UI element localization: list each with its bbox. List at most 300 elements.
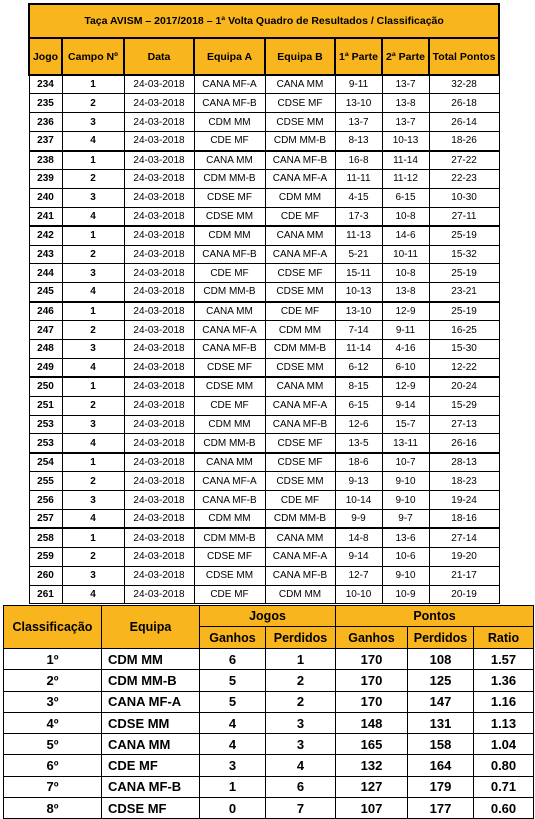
equipa-b-cell: CDSE MF [265,94,335,113]
data-cell: 24-03-2018 [124,226,194,245]
jogo-cell: 260 [29,566,62,585]
equipa-cell: CANA MF-B [102,776,200,797]
equipa-a-cell: CANA MM [194,453,265,472]
data-cell: 24-03-2018 [124,509,194,528]
equipa-b-cell: CDE MF [265,207,335,226]
parte2-cell: 10-6 [382,547,429,566]
jogo-cell: 235 [29,94,62,113]
header-ratio: Ratio [474,627,534,649]
results-row [29,415,499,434]
equipa-b-cell: CDSE MF [265,434,335,453]
position-cell: 8º [4,798,102,819]
total-pontos-cell: 26-16 [429,434,499,453]
jogo-cell: 238 [29,151,62,170]
results-row [29,264,499,283]
classification-row [4,649,534,670]
jogos-perdidos-cell: 3 [266,734,336,755]
data-cell: 24-03-2018 [124,283,194,302]
total-pontos-cell: 18-23 [429,472,499,491]
results-row [29,472,499,491]
jogos-ganhos-cell: 0 [200,798,266,819]
header-equipa: Equipa [102,606,200,649]
data-cell: 24-03-2018 [124,453,194,472]
equipa-a-cell: CANA MM [194,151,265,170]
campo-cell: 2 [62,94,124,113]
equipa-a-cell: CDM MM [194,226,265,245]
equipa-b-cell: CANA MF-B [265,151,335,170]
jogo-cell: 261 [29,585,62,604]
results-row [29,339,499,358]
total-pontos-cell: 19-20 [429,547,499,566]
total-pontos-cell: 18-26 [429,132,499,151]
parte1-cell: 6-15 [335,396,382,415]
header-pontos: Pontos [336,606,534,627]
parte2-cell: 10-9 [382,585,429,604]
equipa-b-cell: CDE MF [265,491,335,510]
jogos-perdidos-cell: 7 [266,798,336,819]
header-jogos-ganhos: Ganhos [200,627,266,649]
jogo-cell: 255 [29,472,62,491]
equipa-b-cell: CANA MM [265,75,335,94]
jogo-cell: 243 [29,245,62,264]
equipa-cell: CANA MF-A [102,691,200,712]
results-row [29,113,499,132]
parte1-cell: 9-13 [335,472,382,491]
classification-row [4,712,534,733]
equipa-b-cell: CANA MM [265,226,335,245]
results-row [29,377,499,396]
results-row [29,75,499,94]
pontos-ganhos-cell: 127 [336,776,408,797]
pontos-ganhos-cell: 148 [336,712,408,733]
parte1-cell: 5-21 [335,245,382,264]
campo-cell: 4 [62,585,124,604]
equipa-cell: CDE MF [102,755,200,776]
results-row [29,94,499,113]
equipa-b-cell: CDSE MM [265,113,335,132]
parte2-cell: 9-10 [382,491,429,510]
parte1-cell: 14-8 [335,528,382,547]
classification-body [4,649,534,819]
parte1-cell: 10-10 [335,585,382,604]
jogo-cell: 248 [29,339,62,358]
equipa-a-cell: CDE MF [194,585,265,604]
results-body [29,75,499,604]
classification-row [4,776,534,797]
parte2-cell: 13-6 [382,528,429,547]
parte1-cell: 13-10 [335,94,382,113]
parte2-cell: 10-11 [382,245,429,264]
parte1-cell: 6-12 [335,358,382,377]
results-row [29,434,499,453]
pontos-ganhos-cell: 165 [336,734,408,755]
equipa-b-cell: CDM MM [265,188,335,207]
jogos-ganhos-cell: 6 [200,649,266,670]
jogos-ganhos-cell: 5 [200,691,266,712]
campo-cell: 4 [62,132,124,151]
ratio-cell: 1.16 [474,691,534,712]
pontos-perdidos-cell: 108 [408,649,474,670]
equipa-a-cell: CDM MM [194,113,265,132]
parte2-cell: 10-8 [382,207,429,226]
total-pontos-cell: 19-24 [429,491,499,510]
parte1-cell: 11-11 [335,169,382,188]
data-cell: 24-03-2018 [124,339,194,358]
jogo-cell: 234 [29,75,62,94]
classification-table [3,605,534,819]
jogo-cell: 236 [29,113,62,132]
total-pontos-cell: 32-28 [429,75,499,94]
equipa-a-cell: CANA MF-B [194,339,265,358]
equipa-b-cell: CANA MF-B [265,566,335,585]
data-cell: 24-03-2018 [124,75,194,94]
results-row [29,188,499,207]
header-2a-parte: 2ª Parte [382,38,429,75]
classification-row [4,798,534,819]
data-cell: 24-03-2018 [124,245,194,264]
position-cell: 7º [4,776,102,797]
jogos-ganhos-cell: 4 [200,712,266,733]
results-row [29,132,499,151]
equipa-b-cell: CANA MF-B [265,415,335,434]
results-row [29,585,499,604]
equipa-b-cell: CDM MM-B [265,132,335,151]
campo-cell: 4 [62,207,124,226]
jogo-cell: 253 [29,434,62,453]
equipa-b-cell: CDSE MF [265,264,335,283]
parte2-cell: 15-7 [382,415,429,434]
header-pontos-perdidos: Perdidos [408,627,474,649]
jogos-ganhos-cell: 4 [200,734,266,755]
campo-cell: 1 [62,377,124,396]
parte1-cell: 11-14 [335,339,382,358]
parte2-cell: 9-10 [382,566,429,585]
jogo-cell: 251 [29,396,62,415]
equipa-a-cell: CDE MF [194,396,265,415]
results-row [29,151,499,170]
jogo-cell: 253 [29,415,62,434]
campo-cell: 1 [62,453,124,472]
equipa-b-cell: CDM MM [265,585,335,604]
data-cell: 24-03-2018 [124,151,194,170]
equipa-b-cell: CDE MF [265,302,335,321]
parte1-cell: 9-14 [335,547,382,566]
results-row [29,302,499,321]
equipa-b-cell: CANA MF-A [265,245,335,264]
total-pontos-cell: 20-24 [429,377,499,396]
parte1-cell: 12-7 [335,566,382,585]
data-cell: 24-03-2018 [124,169,194,188]
total-pontos-cell: 15-29 [429,396,499,415]
campo-cell: 1 [62,302,124,321]
results-row [29,169,499,188]
equipa-a-cell: CANA MF-A [194,75,265,94]
pontos-perdidos-cell: 179 [408,776,474,797]
equipa-a-cell: CANA MF-B [194,491,265,510]
position-cell: 4º [4,712,102,733]
total-pontos-cell: 25-19 [429,264,499,283]
equipa-cell: CANA MM [102,734,200,755]
data-cell: 24-03-2018 [124,113,194,132]
campo-cell: 2 [62,169,124,188]
equipa-a-cell: CDSE MM [194,207,265,226]
jogo-cell: 258 [29,528,62,547]
equipa-a-cell: CDSE MM [194,377,265,396]
total-pontos-cell: 28-13 [429,453,499,472]
equipa-b-cell: CDM MM-B [265,509,335,528]
equipa-a-cell: CANA MM [194,302,265,321]
data-cell: 24-03-2018 [124,415,194,434]
total-pontos-cell: 20-19 [429,585,499,604]
ratio-cell: 1.36 [474,670,534,691]
equipa-b-cell: CDSE MF [265,453,335,472]
campo-cell: 3 [62,264,124,283]
equipa-a-cell: CDSE MF [194,358,265,377]
header-total-pontos: Total Pontos [429,38,499,75]
equipa-a-cell: CDE MF [194,132,265,151]
equipa-a-cell: CDSE MF [194,188,265,207]
position-cell: 6º [4,755,102,776]
jogos-perdidos-cell: 2 [266,691,336,712]
data-cell: 24-03-2018 [124,396,194,415]
jogos-perdidos-cell: 3 [266,712,336,733]
parte2-cell: 10-7 [382,453,429,472]
total-pontos-cell: 26-14 [429,113,499,132]
ratio-cell: 0.60 [474,798,534,819]
parte2-cell: 11-12 [382,169,429,188]
pontos-ganhos-cell: 170 [336,691,408,712]
results-row [29,283,499,302]
pontos-perdidos-cell: 177 [408,798,474,819]
parte2-cell: 6-10 [382,358,429,377]
parte1-cell: 8-15 [335,377,382,396]
parte1-cell: 10-13 [335,283,382,302]
total-pontos-cell: 22-23 [429,169,499,188]
results-row [29,245,499,264]
equipa-b-cell: CANA MM [265,528,335,547]
results-row [29,396,499,415]
equipa-cell: CDSE MF [102,798,200,819]
data-cell: 24-03-2018 [124,188,194,207]
jogo-cell: 242 [29,226,62,245]
parte2-cell: 13-7 [382,113,429,132]
parte2-cell: 10-13 [382,132,429,151]
equipa-a-cell: CANA MF-A [194,321,265,340]
pontos-ganhos-cell: 132 [336,755,408,776]
jogo-cell: 250 [29,377,62,396]
results-row [29,321,499,340]
data-cell: 24-03-2018 [124,207,194,226]
campo-cell: 3 [62,491,124,510]
campo-cell: 2 [62,321,124,340]
jogo-cell: 246 [29,302,62,321]
header-equipa-b: Equipa B [265,38,335,75]
campo-cell: 2 [62,396,124,415]
parte1-cell: 17-3 [335,207,382,226]
classification-row [4,755,534,776]
jogo-cell: 241 [29,207,62,226]
classification-row [4,670,534,691]
pontos-perdidos-cell: 164 [408,755,474,776]
data-cell: 24-03-2018 [124,547,194,566]
campo-cell: 4 [62,358,124,377]
pontos-perdidos-cell: 131 [408,712,474,733]
parte1-cell: 11-13 [335,226,382,245]
jogos-ganhos-cell: 5 [200,670,266,691]
header-jogos-perdidos: Perdidos [266,627,336,649]
total-pontos-cell: 18-16 [429,509,499,528]
jogo-cell: 239 [29,169,62,188]
parte2-cell: 12-9 [382,302,429,321]
campo-cell: 3 [62,566,124,585]
equipa-a-cell: CDSE MF [194,547,265,566]
equipa-b-cell: CANA MM [265,377,335,396]
data-cell: 24-03-2018 [124,434,194,453]
equipa-a-cell: CDM MM-B [194,169,265,188]
equipa-b-cell: CANA MF-A [265,547,335,566]
jogos-perdidos-cell: 6 [266,776,336,797]
parte2-cell: 10-8 [382,264,429,283]
parte2-cell: 14-6 [382,226,429,245]
data-cell: 24-03-2018 [124,321,194,340]
header-jogo: Jogo [29,38,62,75]
equipa-b-cell: CANA MF-A [265,169,335,188]
total-pontos-cell: 21-17 [429,566,499,585]
parte1-cell: 7-14 [335,321,382,340]
results-row [29,358,499,377]
parte1-cell: 9-9 [335,509,382,528]
jogo-cell: 244 [29,264,62,283]
data-cell: 24-03-2018 [124,528,194,547]
parte1-cell: 12-6 [335,415,382,434]
parte2-cell: 9-10 [382,472,429,491]
header-jogos: Jogos [200,606,336,627]
parte1-cell: 8-13 [335,132,382,151]
position-cell: 2º [4,670,102,691]
campo-cell: 3 [62,415,124,434]
header-1a-parte: 1ª Parte [335,38,382,75]
results-table [28,3,500,604]
campo-cell: 3 [62,339,124,358]
equipa-a-cell: CDM MM-B [194,434,265,453]
equipa-cell: CDM MM [102,649,200,670]
parte2-cell: 13-11 [382,434,429,453]
pontos-perdidos-cell: 147 [408,691,474,712]
parte2-cell: 9-7 [382,509,429,528]
jogo-cell: 254 [29,453,62,472]
campo-cell: 2 [62,245,124,264]
campo-cell: 1 [62,151,124,170]
data-cell: 24-03-2018 [124,132,194,151]
parte2-cell: 12-9 [382,377,429,396]
results-row [29,509,499,528]
campo-cell: 3 [62,113,124,132]
equipa-a-cell: CDM MM [194,509,265,528]
jogos-ganhos-cell: 1 [200,776,266,797]
ratio-cell: 0.80 [474,755,534,776]
pontos-ganhos-cell: 170 [336,670,408,691]
total-pontos-cell: 26-18 [429,94,499,113]
results-row [29,547,499,566]
position-cell: 5º [4,734,102,755]
equipa-a-cell: CANA MF-A [194,472,265,491]
total-pontos-cell: 27-11 [429,207,499,226]
equipa-a-cell: CDM MM-B [194,283,265,302]
parte2-cell: 13-8 [382,283,429,302]
results-title: Taça AVISM – 2017/2018 – 1ª Volta Quadro de Resultados / Classificação [29,4,499,38]
jogos-ganhos-cell: 3 [200,755,266,776]
jogos-perdidos-cell: 1 [266,649,336,670]
campo-cell: 4 [62,434,124,453]
parte2-cell: 13-8 [382,94,429,113]
classification-row [4,691,534,712]
total-pontos-cell: 15-30 [429,339,499,358]
ratio-cell: 1.13 [474,712,534,733]
pontos-ganhos-cell: 170 [336,649,408,670]
data-cell: 24-03-2018 [124,566,194,585]
campo-cell: 2 [62,547,124,566]
parte1-cell: 13-7 [335,113,382,132]
jogos-perdidos-cell: 4 [266,755,336,776]
campo-cell: 1 [62,75,124,94]
position-cell: 1º [4,649,102,670]
header-equipa-a: Equipa A [194,38,265,75]
pontos-perdidos-cell: 125 [408,670,474,691]
results-row [29,453,499,472]
parte1-cell: 18-6 [335,453,382,472]
equipa-a-cell: CANA MF-B [194,94,265,113]
parte2-cell: 13-7 [382,75,429,94]
equipa-a-cell: CANA MF-B [194,245,265,264]
jogo-cell: 249 [29,358,62,377]
data-cell: 24-03-2018 [124,585,194,604]
equipa-a-cell: CDE MF [194,264,265,283]
total-pontos-cell: 16-25 [429,321,499,340]
parte2-cell: 4-16 [382,339,429,358]
campo-cell: 1 [62,226,124,245]
header-campo: Campo Nº [62,38,124,75]
header-classificacao: Classificação [4,606,102,649]
results-row [29,207,499,226]
total-pontos-cell: 10-30 [429,188,499,207]
parte1-cell: 13-5 [335,434,382,453]
equipa-b-cell: CDSE MM [265,472,335,491]
jogo-cell: 245 [29,283,62,302]
data-cell: 24-03-2018 [124,358,194,377]
pontos-ganhos-cell: 107 [336,798,408,819]
results-row [29,491,499,510]
jogo-cell: 237 [29,132,62,151]
parte1-cell: 4-15 [335,188,382,207]
parte1-cell: 15-11 [335,264,382,283]
equipa-cell: CDM MM-B [102,670,200,691]
jogos-perdidos-cell: 2 [266,670,336,691]
total-pontos-cell: 15-32 [429,245,499,264]
parte2-cell: 11-14 [382,151,429,170]
equipa-b-cell: CDM MM [265,321,335,340]
ratio-cell: 1.04 [474,734,534,755]
total-pontos-cell: 27-22 [429,151,499,170]
results-row [29,226,499,245]
jogo-cell: 256 [29,491,62,510]
total-pontos-cell: 27-13 [429,415,499,434]
total-pontos-cell: 23-21 [429,283,499,302]
equipa-a-cell: CDM MM-B [194,528,265,547]
data-cell: 24-03-2018 [124,377,194,396]
ratio-cell: 1.57 [474,649,534,670]
parte2-cell: 6-15 [382,188,429,207]
equipa-b-cell: CDM MM-B [265,339,335,358]
